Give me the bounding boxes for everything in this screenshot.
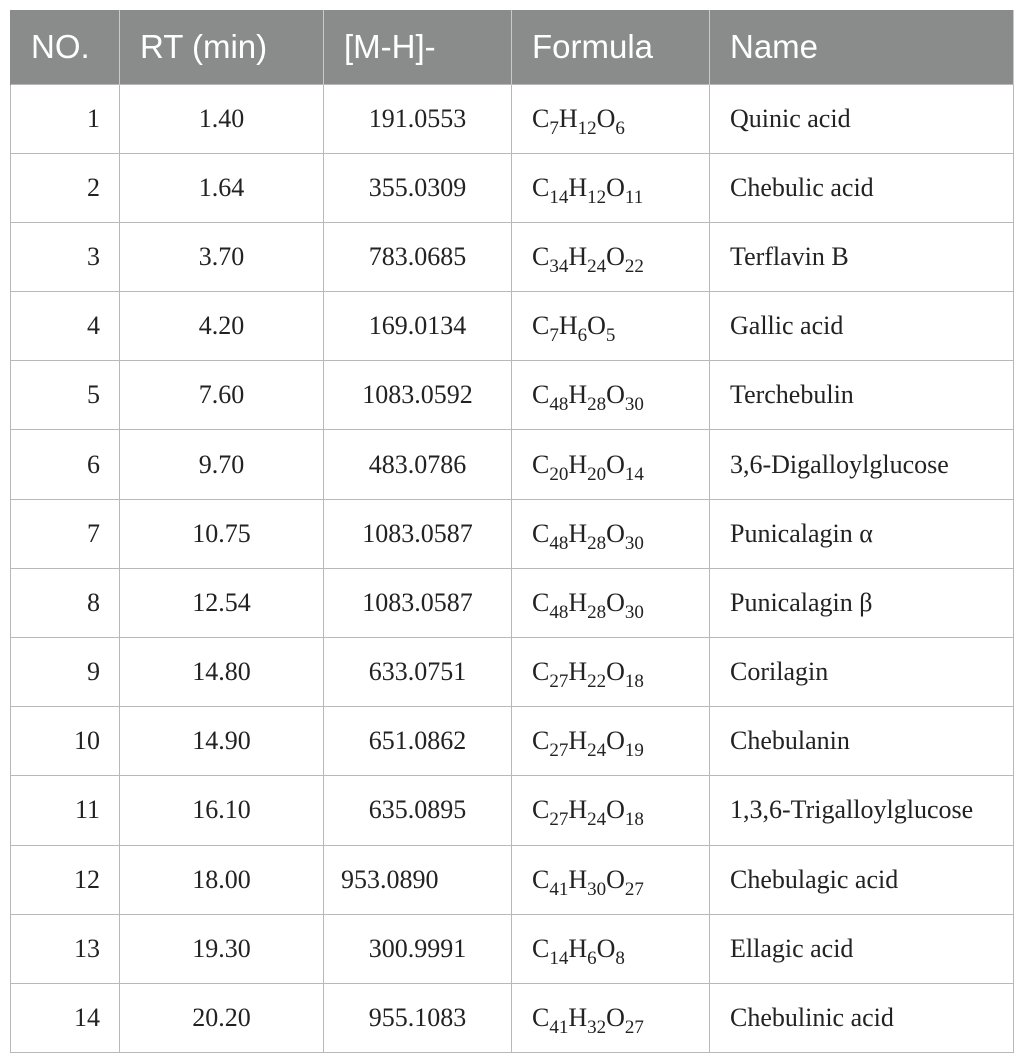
table-row	[11, 638, 1014, 707]
cell-mh: 635.0895	[324, 776, 512, 845]
cell-no: 8	[11, 568, 120, 637]
cell-no: 1	[11, 84, 120, 153]
formula-count: 19	[624, 740, 644, 762]
table-row	[11, 776, 1014, 845]
header-formula: Formula	[512, 10, 710, 84]
cell-rt: 9.70	[120, 430, 324, 499]
formula-element: H	[568, 241, 588, 271]
cell-name: Chebulinic acid	[710, 983, 1014, 1052]
formula-count: 14	[624, 463, 644, 485]
formula-count: 6	[577, 325, 588, 347]
formula-element: O	[596, 933, 616, 963]
cell-mh: 633.0751	[324, 638, 512, 707]
formula-element: O	[606, 864, 625, 894]
formula-element: O	[606, 380, 625, 410]
formula-count: 22	[587, 671, 607, 693]
formula-count: 14	[549, 947, 569, 969]
cell-no: 6	[11, 430, 120, 499]
cell-formula	[512, 776, 710, 845]
cell-formula	[512, 914, 710, 983]
formula-count: 48	[549, 532, 569, 554]
formula-element: H	[558, 103, 578, 133]
formula-count: 24	[587, 809, 607, 831]
header-name: Name	[710, 10, 1014, 84]
formula-element: C	[532, 657, 550, 687]
table-row	[11, 153, 1014, 222]
cell-no: 10	[11, 707, 120, 776]
cell-name: Punicalagin α	[710, 499, 1014, 568]
table-row	[11, 914, 1014, 983]
formula-element: C	[532, 518, 550, 548]
formula-element: H	[568, 449, 588, 479]
cell-formula	[512, 292, 710, 361]
table-row	[11, 499, 1014, 568]
cell-name: Chebulagic acid	[710, 845, 1014, 914]
formula-element: O	[606, 726, 625, 756]
cell-no: 11	[11, 776, 120, 845]
table-row	[11, 568, 1014, 637]
header-rt: RT (min)	[120, 10, 324, 84]
formula-count: 24	[587, 255, 607, 277]
cell-mh: 300.9991	[324, 914, 512, 983]
header-no: NO.	[11, 10, 120, 84]
cell-name: Quinic acid	[710, 84, 1014, 153]
cell-name: Gallic acid	[710, 292, 1014, 361]
formula-element: C	[532, 726, 550, 756]
formula-element: C	[532, 311, 550, 341]
formula-element: O	[606, 795, 625, 825]
formula-element: O	[606, 1003, 625, 1033]
formula-element: H	[568, 172, 588, 202]
formula-count: 6	[615, 117, 625, 139]
formula-element: H	[568, 726, 588, 756]
cell-rt: 14.90	[120, 707, 324, 776]
formula-element: O	[606, 518, 625, 548]
formula-count: 7	[549, 117, 559, 139]
formula-element: C	[532, 1003, 550, 1033]
formula-element: O	[587, 311, 606, 341]
cell-name: Terchebulin	[710, 361, 1014, 430]
cell-no: 13	[11, 914, 120, 983]
cell-formula	[512, 430, 710, 499]
formula-element: O	[596, 103, 616, 133]
formula-element: O	[606, 657, 625, 687]
formula-element: H	[568, 587, 588, 617]
cell-rt: 18.00	[120, 845, 324, 914]
table-row	[11, 707, 1014, 776]
cell-rt: 3.70	[120, 222, 324, 291]
formula-element: C	[532, 587, 550, 617]
formula-count: 34	[549, 255, 569, 277]
cell-name: Chebulic acid	[710, 153, 1014, 222]
formula-count: 12	[587, 186, 607, 208]
cell-mh: 955.1083	[324, 983, 512, 1052]
formula-count: 8	[615, 947, 625, 969]
formula-element: H	[568, 380, 588, 410]
cell-rt: 1.40	[120, 84, 324, 153]
formula-count: 32	[587, 1017, 607, 1039]
cell-rt: 1.64	[120, 153, 324, 222]
cell-no: 5	[11, 361, 120, 430]
formula-count: 27	[624, 878, 644, 900]
cell-name: 3,6-Digalloylglucose	[710, 430, 1014, 499]
formula-count: 27	[549, 740, 569, 762]
table-row	[11, 361, 1014, 430]
cell-mh: 169.0134	[324, 292, 512, 361]
formula-element: H	[558, 311, 578, 341]
formula-count: 27	[624, 1017, 644, 1039]
formula-element: C	[532, 864, 550, 894]
formula-count: 48	[549, 394, 569, 416]
cell-rt: 10.75	[120, 499, 324, 568]
cell-mh: 1083.0587	[324, 499, 512, 568]
compound-table	[10, 10, 1014, 1053]
table-body	[11, 84, 1014, 1053]
formula-count: 41	[549, 1017, 569, 1039]
formula-count: 11	[624, 186, 644, 208]
formula-element: O	[606, 241, 625, 271]
table-row	[11, 845, 1014, 914]
cell-mh: 1083.0592	[324, 361, 512, 430]
formula-element: H	[568, 795, 588, 825]
cell-no: 14	[11, 983, 120, 1052]
cell-formula	[512, 638, 710, 707]
cell-mh: 483.0786	[324, 430, 512, 499]
cell-rt: 16.10	[120, 776, 324, 845]
cell-formula	[512, 983, 710, 1052]
formula-count: 48	[549, 601, 569, 623]
formula-element: C	[532, 103, 550, 133]
cell-mh: 783.0685	[324, 222, 512, 291]
cell-mh: 191.0553	[324, 84, 512, 153]
formula-element: H	[568, 1003, 588, 1033]
cell-name: 1,3,6-Trigalloylglucose	[710, 776, 1014, 845]
cell-formula	[512, 707, 710, 776]
cell-no: 12	[11, 845, 120, 914]
formula-element: H	[568, 933, 588, 963]
cell-name: Chebulanin	[710, 707, 1014, 776]
formula-count: 27	[549, 809, 569, 831]
cell-name: Ellagic acid	[710, 914, 1014, 983]
cell-name: Corilagin	[710, 638, 1014, 707]
formula-count: 18	[624, 671, 644, 693]
cell-rt: 4.20	[120, 292, 324, 361]
formula-element: O	[606, 587, 625, 617]
formula-count: 7	[549, 325, 559, 347]
formula-count: 28	[587, 394, 607, 416]
cell-formula	[512, 361, 710, 430]
cell-mh: 651.0862	[324, 707, 512, 776]
header-mh: [M-H]-	[324, 10, 512, 84]
cell-mh: 1083.0587	[324, 568, 512, 637]
cell-no: 9	[11, 638, 120, 707]
table-row	[11, 983, 1014, 1052]
formula-element: H	[568, 864, 588, 894]
formula-element: H	[568, 518, 588, 548]
cell-formula	[512, 499, 710, 568]
formula-element: C	[532, 241, 550, 271]
cell-formula	[512, 153, 710, 222]
cell-formula	[512, 84, 710, 153]
formula-count: 20	[587, 463, 607, 485]
table-row	[11, 222, 1014, 291]
formula-count: 30	[587, 878, 607, 900]
cell-formula	[512, 568, 710, 637]
formula-element: C	[532, 933, 550, 963]
formula-element: C	[532, 795, 550, 825]
table-row	[11, 430, 1014, 499]
table-header	[11, 10, 1014, 84]
formula-count: 41	[549, 878, 569, 900]
cell-mh: 355.0309	[324, 153, 512, 222]
formula-element: C	[532, 449, 550, 479]
formula-count: 12	[577, 117, 597, 139]
formula-element: C	[532, 380, 550, 410]
cell-rt: 14.80	[120, 638, 324, 707]
formula-element: H	[568, 657, 588, 687]
formula-count: 27	[549, 671, 569, 693]
cell-name: Terflavin B	[710, 222, 1014, 291]
cell-rt: 19.30	[120, 914, 324, 983]
cell-formula	[512, 845, 710, 914]
cell-rt: 7.60	[120, 361, 324, 430]
cell-rt: 12.54	[120, 568, 324, 637]
formula-count: 28	[587, 532, 607, 554]
formula-count: 30	[624, 394, 644, 416]
formula-count: 30	[624, 601, 644, 623]
header-row	[11, 10, 1014, 84]
cell-no: 7	[11, 499, 120, 568]
formula-count: 30	[624, 532, 644, 554]
formula-count: 28	[587, 601, 607, 623]
cell-no: 2	[11, 153, 120, 222]
formula-count: 18	[624, 809, 644, 831]
table-row	[11, 84, 1014, 153]
formula-count: 14	[549, 186, 569, 208]
formula-count: 5	[605, 325, 616, 347]
formula-count: 6	[587, 947, 597, 969]
formula-element: O	[606, 172, 625, 202]
formula-count: 24	[587, 740, 607, 762]
cell-mh: 953.0890	[324, 845, 512, 914]
cell-no: 3	[11, 222, 120, 291]
cell-no: 4	[11, 292, 120, 361]
cell-name: Punicalagin β	[710, 568, 1014, 637]
formula-count: 22	[624, 255, 644, 277]
formula-element: C	[532, 172, 550, 202]
formula-element: O	[606, 449, 625, 479]
cell-rt: 20.20	[120, 983, 324, 1052]
formula-count: 20	[549, 463, 569, 485]
cell-formula	[512, 222, 710, 291]
table-row	[11, 292, 1014, 361]
